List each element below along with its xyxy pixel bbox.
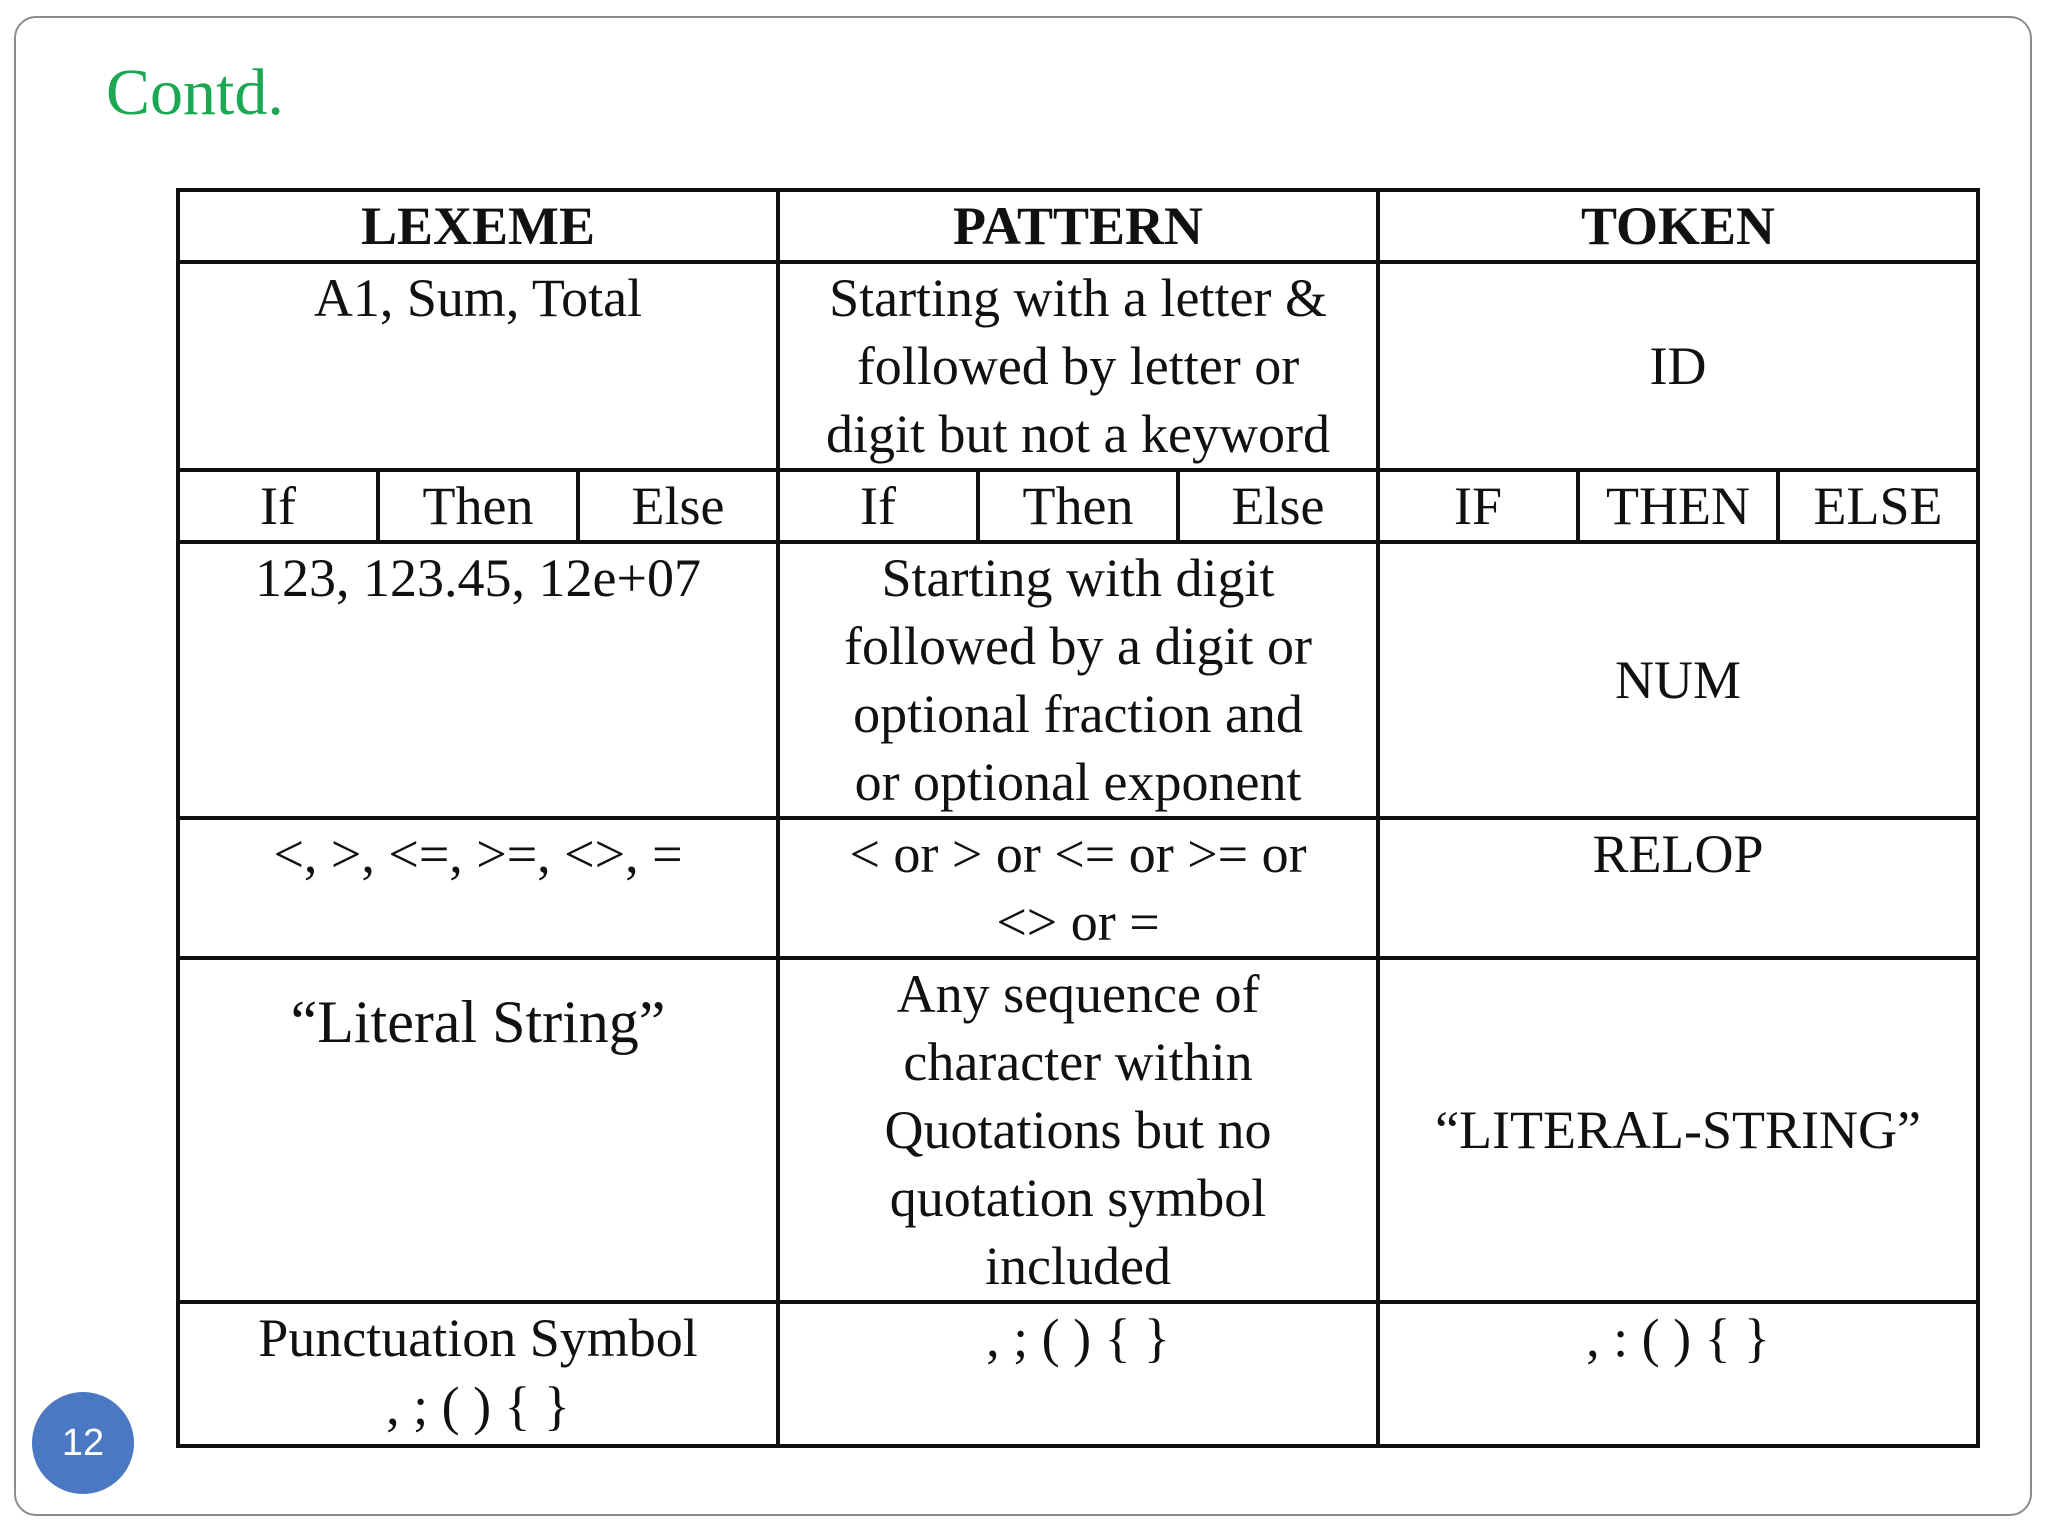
- lexeme-cell: [178, 1302, 778, 1446]
- header-lexeme: LEXEME: [178, 190, 778, 262]
- pattern-cell: [778, 958, 1378, 1302]
- table-row-punctuation: [178, 1302, 1978, 1446]
- pattern-line: or optional exponent: [854, 752, 1302, 812]
- slide-title: Contd.: [106, 56, 284, 129]
- lexeme-text: <, >, <=, >=, <>, =: [273, 824, 683, 884]
- lexeme-cell: [178, 958, 778, 1302]
- lexeme-cell: [178, 262, 778, 470]
- table-row-number: [178, 542, 1978, 818]
- pattern-line: followed by letter or: [856, 336, 1300, 396]
- pattern-line: followed by a digit or: [844, 616, 1312, 676]
- pattern-line: quotation symbol: [889, 1168, 1267, 1228]
- pattern-line: digit but not a keyword: [826, 404, 1330, 464]
- page-number-badge: 12: [32, 1392, 134, 1494]
- lexeme-subcell: If: [178, 470, 378, 542]
- lexeme-text: 123, 123.45, 12e+07: [255, 548, 701, 608]
- token-text: RELOP: [1592, 824, 1764, 884]
- pattern-subcell: If: [778, 470, 978, 542]
- token-subcell: THEN: [1578, 470, 1778, 542]
- token-cell: [1378, 1302, 1978, 1446]
- lexeme-subcell: Else: [578, 470, 778, 542]
- pattern-cell: [778, 542, 1378, 818]
- pattern-line: character within: [903, 1032, 1253, 1092]
- token-subcell: ELSE: [1778, 470, 1978, 542]
- pattern-line: Starting with digit: [881, 548, 1275, 608]
- pattern-line: <> or =: [996, 892, 1160, 952]
- table-row-literal-string: [178, 958, 1978, 1302]
- header-token: TOKEN: [1378, 190, 1978, 262]
- pattern-line: optional fraction and: [853, 684, 1303, 744]
- pattern-line: < or > or <= or >= or: [849, 824, 1307, 884]
- lexeme-pattern-token-table: [176, 188, 1980, 1448]
- lexeme-cell: [178, 542, 778, 818]
- pattern-line: included: [985, 1236, 1171, 1296]
- token-cell: NUM: [1378, 542, 1978, 818]
- header-row: [178, 190, 1978, 262]
- lexeme-text: A1, Sum, Total: [313, 268, 643, 328]
- pattern-subcell: Then: [978, 470, 1178, 542]
- pattern-cell: [778, 262, 1378, 470]
- pattern-subcell: Else: [1178, 470, 1378, 542]
- pattern-line: Quotations but no: [884, 1100, 1272, 1160]
- table-row-relop: [178, 818, 1978, 958]
- pattern-line: Starting with a letter &: [829, 268, 1327, 328]
- lexeme-symbols: , ; ( ) { }: [386, 1376, 570, 1436]
- token-symbols: , : ( ) { }: [1586, 1308, 1770, 1368]
- header-pattern: PATTERN: [778, 190, 1378, 262]
- token-cell: “LITERAL-STRING”: [1378, 958, 1978, 1302]
- table-row-keywords: [178, 470, 1978, 542]
- token-cell: ID: [1378, 262, 1978, 470]
- lexeme-text: Punctuation Symbol: [258, 1308, 698, 1368]
- lexeme-cell: [178, 818, 778, 958]
- pattern-cell: [778, 1302, 1378, 1446]
- pattern-cell: [778, 818, 1378, 958]
- pattern-line: Any sequence of: [896, 964, 1260, 1024]
- table-row-identifier: [178, 262, 1978, 470]
- pattern-symbols: , ; ( ) { }: [986, 1308, 1170, 1368]
- lexeme-text: “Literal String”: [290, 989, 666, 1055]
- lexeme-subcell: Then: [378, 470, 578, 542]
- token-cell: [1378, 818, 1978, 958]
- token-subcell: IF: [1378, 470, 1578, 542]
